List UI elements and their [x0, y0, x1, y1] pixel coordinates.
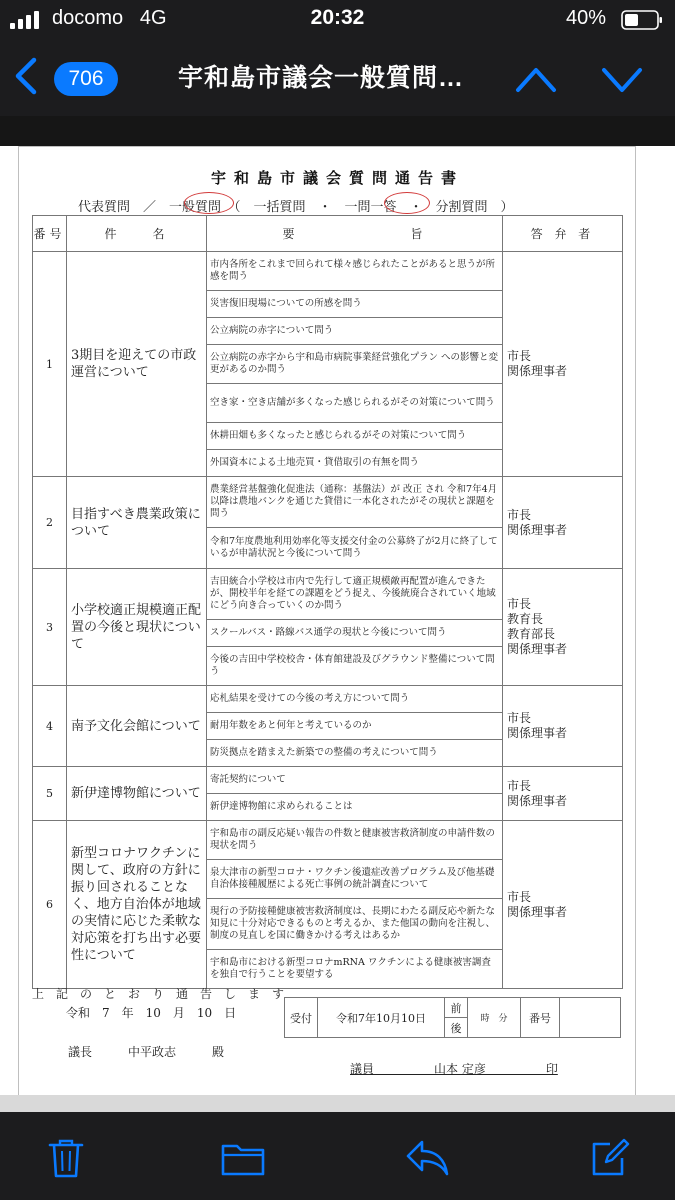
- header-subject: 件 名: [67, 216, 207, 252]
- clock: 20:32: [310, 6, 365, 29]
- compose-icon[interactable]: [588, 1136, 632, 1180]
- folder-icon[interactable]: [220, 1136, 266, 1180]
- back-chevron-icon[interactable]: [10, 56, 42, 96]
- item-point: 泉大津市の新型コロナ・ワクチン後遺症改善プログラム及び他基礎自治体接種履歴による死亡事例の統計調査について: [207, 860, 503, 899]
- answerer-text: 市長 関係理事者: [507, 711, 568, 740]
- item-no: 1: [33, 252, 67, 477]
- item-point: 現行の予防接種健康被害救済制度は、長期にわたる副反応や新たな知見に十分対応できるものと考えるか、また他国の動向を注視し、制度の見直しを国に働きかける考えはあるか: [207, 899, 503, 950]
- item-point: 宇和島市の副反応疑い報告の件数と健康被害救済制度の申請件数の現状を問う: [207, 821, 503, 860]
- network-label: 4G: [139, 7, 167, 29]
- answerer-text: 市長 関係理事者: [507, 778, 568, 808]
- item-no: 2: [33, 477, 67, 569]
- item-subject: 南予文化会館について: [67, 686, 207, 767]
- circle-mark-general: [184, 192, 234, 214]
- item-point: 空き家・空き店舗が多くなった感じられるがその対策について問う: [207, 384, 503, 423]
- item-point: 今後の吉田中学校校舎・体育館建設及びグラウンド整備について問う: [207, 647, 503, 686]
- header-answerer: 答 弁 者: [503, 216, 623, 252]
- item-subject: 目指すべき農業政策について: [67, 477, 207, 569]
- number-value: [560, 998, 621, 1038]
- notice-line: 上 記 の と お り 通 告 し ま す: [32, 987, 285, 1001]
- item-point: 宇和島市における新型コロナmRNA ワクチンによる健康被害調査を独自で行うことを要望する: [207, 950, 503, 989]
- item-point: 災害復旧現場についての所感を問う: [207, 291, 503, 318]
- answerer-text: 市長 関係理事者: [507, 889, 568, 919]
- reply-icon[interactable]: [404, 1136, 450, 1180]
- item-point: 寄託契約について: [207, 767, 503, 794]
- table-row: [33, 252, 623, 291]
- item-point: 公立病院の赤字について問う: [207, 318, 503, 345]
- status-bar: [0, 0, 675, 40]
- item-subject: 新型コロナワクチンに関して、政府の方針に振り回されることなく、地方自治体が地域の実情に応じた柔軟な対応策を打ち出す必要性について: [67, 821, 207, 989]
- table-row: [33, 569, 623, 620]
- answerer-text: 市長 関係理事者: [507, 349, 568, 378]
- item-subject: 小学校適正規模適正配置の今後と現状について: [67, 569, 207, 686]
- item-subject: 新伊達博物館について: [67, 767, 207, 821]
- nav-bar: [0, 40, 675, 116]
- header-no: 番号: [33, 216, 67, 252]
- item-answerer: [503, 252, 623, 477]
- bottom-toolbar: [0, 1112, 675, 1200]
- table-row: [33, 477, 623, 528]
- header-points: 要 旨: [207, 216, 503, 252]
- item-no: 3: [33, 569, 67, 686]
- message-count-badge[interactable]: 706: [54, 62, 118, 96]
- item-point: 外国資本による土地売買・貸借取引の有無を問う: [207, 450, 503, 477]
- battery-icon: [621, 10, 663, 30]
- hour-minute-label: 時 分: [468, 998, 521, 1038]
- item-point: 応札結果を受けての今後の考え方について問う: [207, 686, 503, 713]
- item-point: 市内各所をこれまで回られて様々感じられたことがあると思うが所感を問う: [207, 252, 503, 291]
- item-answerer: [503, 767, 623, 821]
- reception-stamp-box: [284, 997, 621, 1038]
- question-table: [32, 215, 623, 989]
- battery-percent: 40%: [566, 7, 607, 29]
- table-row: [33, 686, 623, 713]
- chevron-up-icon[interactable]: [514, 62, 558, 96]
- document-title: 宇和島市議会質問通告書: [210, 169, 464, 187]
- item-point: 耐用年数をあと何年と考えているのか: [207, 713, 503, 740]
- item-answerer: [503, 821, 623, 989]
- message-subject-title: 宇和島市議会一般質問…: [178, 64, 465, 92]
- item-point: 公立病院の赤字から宇和島市病院事業経営強化プラン への影響と変更があるのか問う: [207, 345, 503, 384]
- item-point: 農業経営基盤強化促進法（通称：基盤法）が 改正 され 令和7年4月以降は農地バンクを通じた貸借に一本化されたがその現状と課題を問う: [207, 477, 503, 528]
- item-no: 6: [33, 821, 67, 989]
- notice-date: 令和 7 年 10 月 10 日: [66, 1006, 237, 1020]
- carrier-label: docomo 4G: [52, 7, 167, 29]
- member-signature-line: 議員 山本 定彦 印: [350, 1062, 558, 1076]
- before-noon-label: 前: [445, 998, 468, 1018]
- reception-date: 令和7年10月10日: [318, 998, 445, 1038]
- item-point: スクールバス・路線バス通学の現状と今後について問う: [207, 620, 503, 647]
- item-no: 4: [33, 686, 67, 767]
- item-subject: 3期目を迎えての市政運営について: [67, 252, 207, 477]
- table-row: [33, 821, 623, 860]
- table-row: [33, 767, 623, 794]
- answerer-text: 市長 関係理事者: [507, 507, 568, 537]
- viewer-bottom-edge: [0, 1095, 675, 1112]
- answerer-text: 市長 教育長 教育部長 関係理事者: [507, 597, 568, 656]
- item-answerer: [503, 686, 623, 767]
- question-type-line: 代表質問 ／ 一般質問 （ 一括質問 ・ 一問一答 ・ 分割質問 ）: [78, 200, 514, 215]
- circle-mark-qa: [384, 192, 430, 214]
- item-point: 新伊達博物館に求められることは: [207, 794, 503, 821]
- chevron-down-icon[interactable]: [600, 62, 644, 96]
- item-answerer: [503, 569, 623, 686]
- viewer-gap: [0, 116, 675, 146]
- item-no: 5: [33, 767, 67, 821]
- item-point: 令和7年度農地利用効率化等支援交付金の公募終了が2月に終了しているが申請状況と今後について問う: [207, 528, 503, 569]
- item-answerer: [503, 477, 623, 569]
- after-noon-label: 後: [445, 1018, 468, 1038]
- number-label: 番号: [521, 998, 560, 1038]
- chair-line: 議長 中平政志 殿: [68, 1045, 225, 1059]
- trash-icon[interactable]: [44, 1136, 88, 1180]
- item-point: 吉田統合小学校は市内で先行して適正規模敵再配置が進んできたが、開校半年を経ての課題をどう捉え、今後統廃合されていく地域にどう向き合っていくのか問う: [207, 569, 503, 620]
- table-header-row: [33, 216, 623, 252]
- reception-label: 受付: [285, 998, 318, 1038]
- item-point: 防災拠点を踏まえた新築での整備の考えについて問う: [207, 740, 503, 767]
- item-point: 休耕田畑も多くなったと感じられるがその対策について問う: [207, 423, 503, 450]
